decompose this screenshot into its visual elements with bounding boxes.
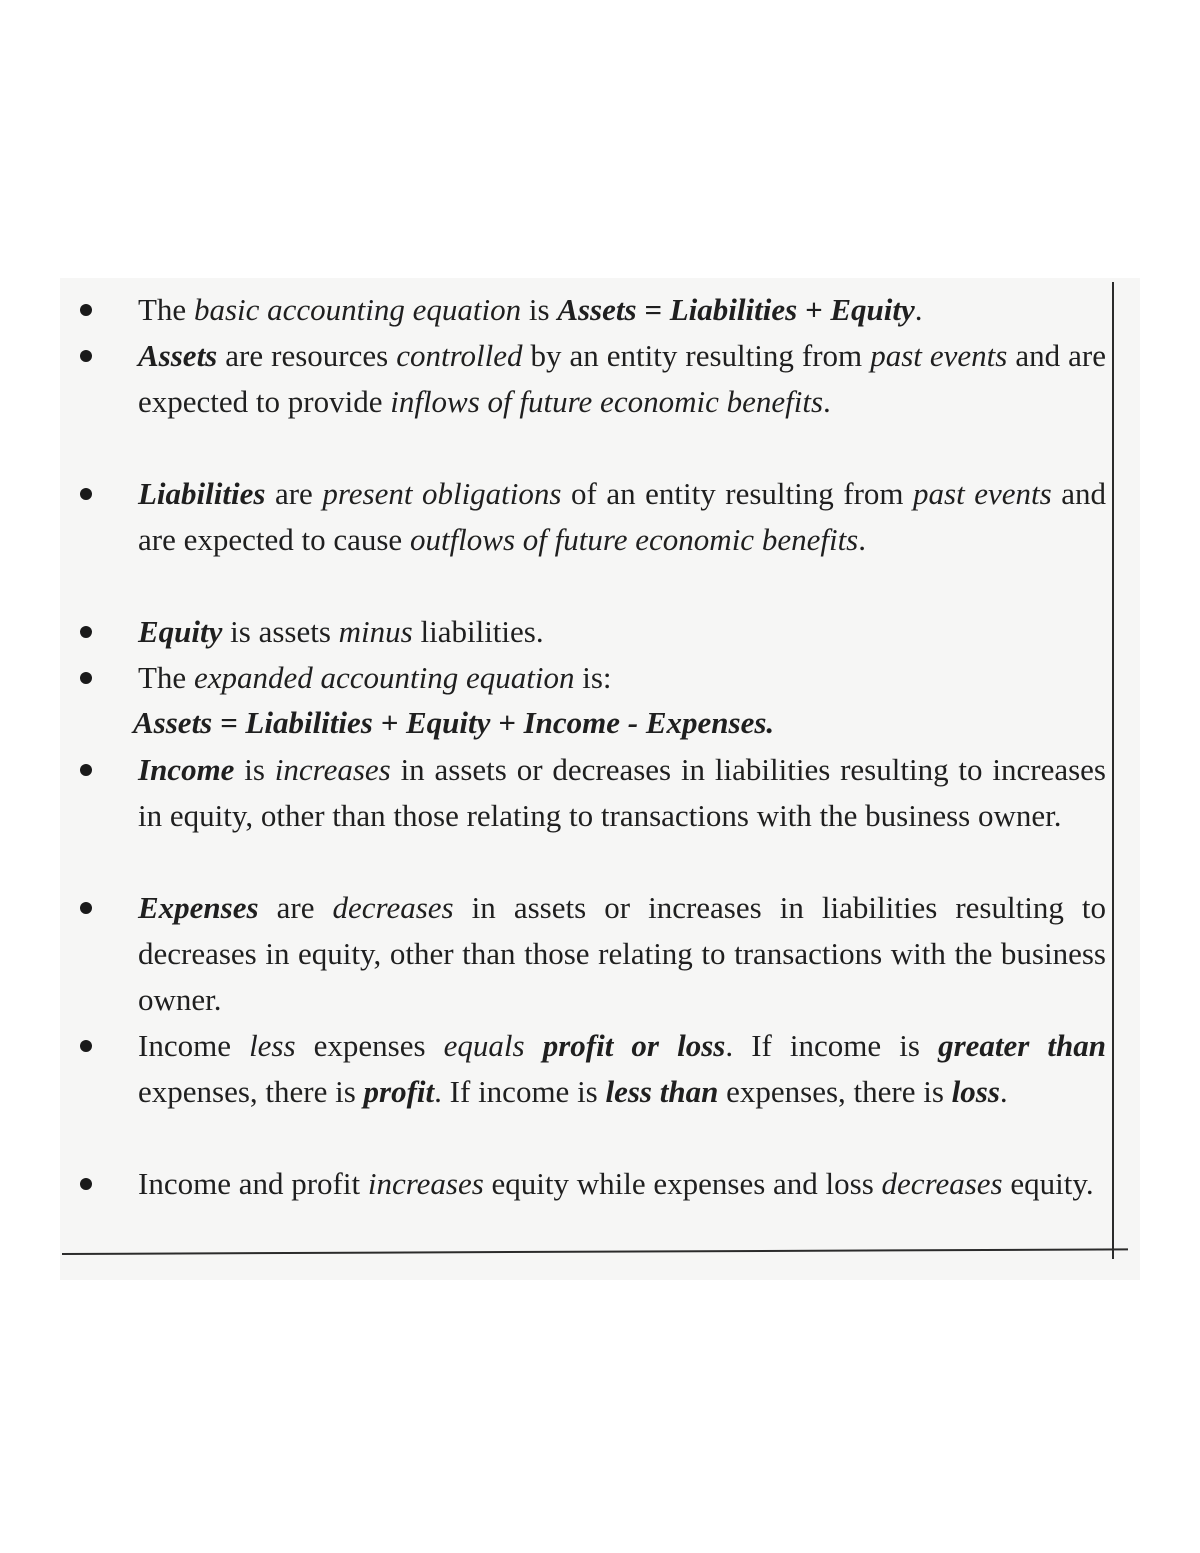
bullet-basic-equation — [138, 287, 1106, 333]
emphasis-outflows: outflows of future economic benefits — [409, 522, 859, 557]
bullet-equity-definition — [138, 609, 1106, 655]
emphasis-controlled: controlled — [396, 338, 523, 373]
text-run: . — [858, 522, 866, 557]
emphasis-decreases: decreases — [881, 1166, 1003, 1201]
basic-equation-formula: Assets = Liabilities + Equity — [557, 292, 915, 327]
emphasis-minus: minus — [338, 614, 413, 649]
text-run: liabilities. — [412, 614, 544, 649]
term-profit-or-loss: profit or loss — [542, 1028, 726, 1063]
emphasis-less: less — [249, 1028, 296, 1063]
text-run: The — [138, 660, 194, 695]
term-expanded-accounting-equation: expanded accounting equation — [193, 660, 575, 695]
text-run: . — [914, 292, 923, 327]
bullet-expenses-definition — [138, 885, 1106, 1023]
bullet-expanded-equation — [138, 655, 1106, 701]
text-run: is — [234, 752, 275, 787]
text-run: in assets or increases in liabilities resulting to decreases in equity, other than those relating to transactions with the business owner. — [138, 890, 1106, 1017]
text-run: equity. — [1002, 1166, 1094, 1201]
text-run: The — [138, 292, 194, 327]
text-run: . — [999, 1074, 1008, 1109]
text-run: is — [521, 292, 558, 327]
text-run: . If income is — [434, 1074, 606, 1109]
text-run: Income — [138, 1028, 250, 1063]
emphasis-decreases: decreases — [332, 890, 454, 925]
term-expenses: Expenses — [138, 890, 259, 925]
text-run — [525, 1028, 543, 1063]
expanded-equation-formula — [133, 700, 774, 746]
formula-text: Assets = Liabilities + Equity + Income - Expenses. — [133, 705, 775, 740]
text-run: is: — [574, 660, 612, 695]
text-run: by an entity resulting from — [522, 338, 871, 373]
emphasis-present-obligations: present obligations — [322, 476, 562, 511]
text-run: are resources — [217, 338, 397, 373]
term-liabilities: Liabilities — [138, 476, 266, 511]
emphasis-increases: increases — [367, 1166, 484, 1201]
text-run: equity while expenses and loss — [483, 1166, 882, 1201]
bullet-income-definition — [138, 747, 1106, 839]
term-income: Income — [138, 752, 235, 787]
bullet-liabilities-definition — [138, 471, 1106, 563]
bullet-effect-on-equity — [138, 1161, 1106, 1207]
term-profit: profit — [363, 1074, 435, 1109]
text-run: . If income is — [725, 1028, 939, 1063]
text-run: . — [823, 384, 831, 419]
text-run: are — [265, 476, 323, 511]
emphasis-increases: increases — [274, 752, 391, 787]
text-run: of an entity resulting from — [561, 476, 914, 511]
text-run: expenses, there is — [718, 1074, 952, 1109]
emphasis-inflows: inflows of future economic benefits — [390, 384, 824, 419]
emphasis-past-events: past events — [870, 338, 1008, 373]
term-basic-accounting-equation: basic accounting equation — [193, 292, 522, 327]
text-run: are — [258, 890, 333, 925]
text-run: expenses — [295, 1028, 444, 1063]
bullet-profit-or-loss — [138, 1023, 1106, 1115]
bullet-assets-definition — [138, 333, 1106, 425]
text-run: and are expected to provide — [138, 338, 1106, 419]
text-run: is assets — [222, 614, 339, 649]
text-run: Income and profit — [138, 1166, 368, 1201]
term-equity: Equity — [138, 614, 223, 649]
term-loss: loss — [951, 1074, 1000, 1109]
text-run: expenses, there is — [138, 1074, 364, 1109]
term-assets: Assets — [138, 338, 218, 373]
emphasis-past-events: past events — [913, 476, 1052, 511]
text-run: and are expected to cause — [138, 476, 1106, 557]
emphasis-greater-than: greater than — [938, 1028, 1107, 1063]
emphasis-equals: equals — [443, 1028, 525, 1063]
text-run: in assets or decreases in liabilities resulting to increases in equity, other than those relating to transactions with the business owner. — [138, 752, 1106, 833]
emphasis-less-than: less than — [605, 1074, 719, 1109]
